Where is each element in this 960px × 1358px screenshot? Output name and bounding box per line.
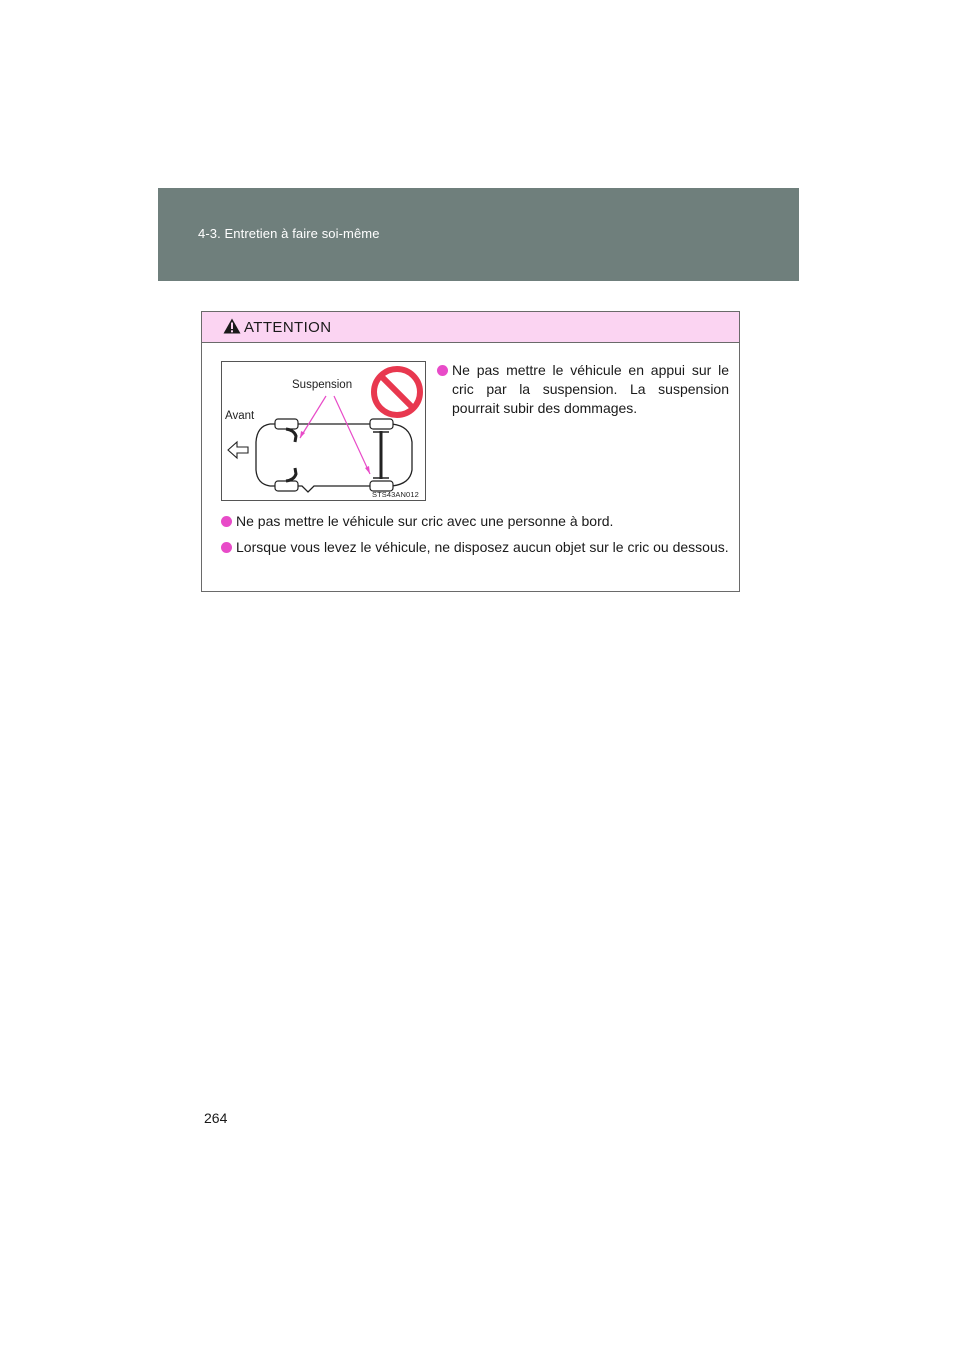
section-header-band: [158, 188, 799, 281]
page-number: 264: [204, 1110, 228, 1126]
list-item: [221, 538, 731, 557]
list-item: [221, 512, 731, 531]
bullet-icon: [437, 365, 448, 376]
caution-title: ATTENTION: [244, 319, 332, 336]
warning-triangle-icon: [223, 318, 241, 334]
prohibition-icon: [374, 369, 420, 415]
bullet-text: Ne pas mettre le véhicule sur cric avec une personne à bord.: [236, 513, 614, 529]
bullet-icon: [221, 516, 232, 527]
bullet-text: Ne pas mettre le véhicule en appui sur le cric par la suspension. La suspension pourrait subir des dommages.: [452, 362, 729, 416]
front-arrow-icon: [228, 442, 248, 458]
figure-code: STS43AN012: [372, 490, 419, 499]
front-label: Avant: [225, 410, 255, 422]
caution-box: [201, 311, 740, 592]
jack-placement-figure: [221, 361, 426, 501]
bullet-text: Lorsque vous levez le véhicule, ne disposez aucun objet sur le cric ou dessous.: [236, 539, 729, 555]
suspension-label: Suspension: [292, 379, 353, 391]
caution-header: [202, 312, 739, 343]
list-item: [437, 361, 729, 418]
section-title: 4-3. Entretien à faire soi-même: [198, 226, 380, 241]
bullet-icon: [221, 542, 232, 553]
